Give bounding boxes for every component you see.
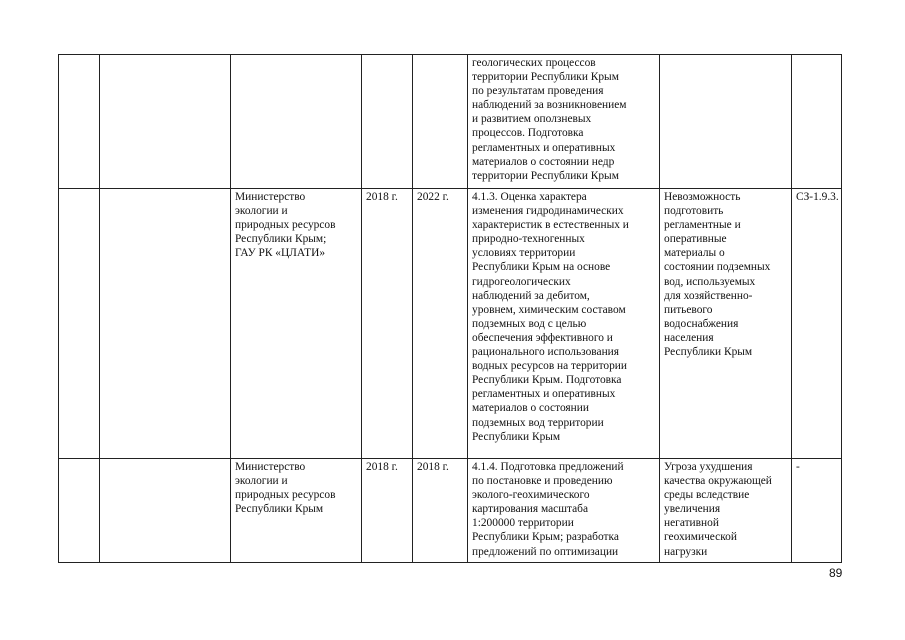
risk-cell	[660, 55, 792, 189]
row-number-cell	[59, 55, 100, 189]
end-year-cell: 2022 г.	[413, 189, 468, 459]
start-year-cell: 2018 г.	[362, 459, 413, 563]
second-cell	[100, 189, 231, 459]
end-year-cell	[413, 55, 468, 189]
risk-cell: Угроза ухудшения качества окружающей среды вследствие увеличения негативной геохимической нагрузки	[660, 459, 792, 563]
second-cell	[100, 459, 231, 563]
page-number: 89	[829, 566, 843, 580]
risk-cell: Невозможность подготовить регламентные и оперативные материалы о состоянии подземных вод, используемых для хозяйственно- питьевого водоснабжения населения Республики Крым	[660, 189, 792, 459]
activity-cell: геологических процессов территории Республики Крым по результатам проведения наблюдений за возникновением и развитием оползневых процессов. Подготовка регламентных и оперативных материалов о состоянии недр территории Республики Крым	[468, 55, 660, 189]
executor-cell: Министерство экологии и природных ресурсов Республики Крым	[231, 459, 362, 563]
table-row	[59, 55, 842, 189]
end-year-cell: 2018 г.	[413, 459, 468, 563]
start-year-cell	[362, 55, 413, 189]
row-number-cell	[59, 189, 100, 459]
code-cell: СЗ-1.9.3.	[792, 189, 842, 459]
row-number-cell	[59, 459, 100, 563]
measures-table	[58, 54, 842, 563]
executor-cell	[231, 55, 362, 189]
second-cell	[100, 55, 231, 189]
activity-cell: 4.1.3. Оценка характера изменения гидродинамических характеристик в естественных и природно-техногенных условиях территории Республики Крым на основе гидрогеологических наблюдений за дебитом, уровнем, химическим составом подземных вод с целью обеспечения эффективного и рационального использования водных ресурсов на территории Республики Крым. Подготовка регламентных и оперативных материалов о состоянии подземных вод территории Республики Крым	[468, 189, 660, 459]
start-year-cell: 2018 г.	[362, 189, 413, 459]
table-row	[59, 189, 842, 459]
activity-cell: 4.1.4. Подготовка предложений по постановке и проведению эколого-геохимического картирования масштаба 1:200000 территории Республики Крым; разработка предложений по оптимизации	[468, 459, 660, 563]
code-cell	[792, 55, 842, 189]
executor-cell: Министерство экологии и природных ресурсов Республики Крым; ГАУ РК «ЦЛАТИ»	[231, 189, 362, 459]
code-cell: -	[792, 459, 842, 563]
table-row	[59, 459, 842, 563]
